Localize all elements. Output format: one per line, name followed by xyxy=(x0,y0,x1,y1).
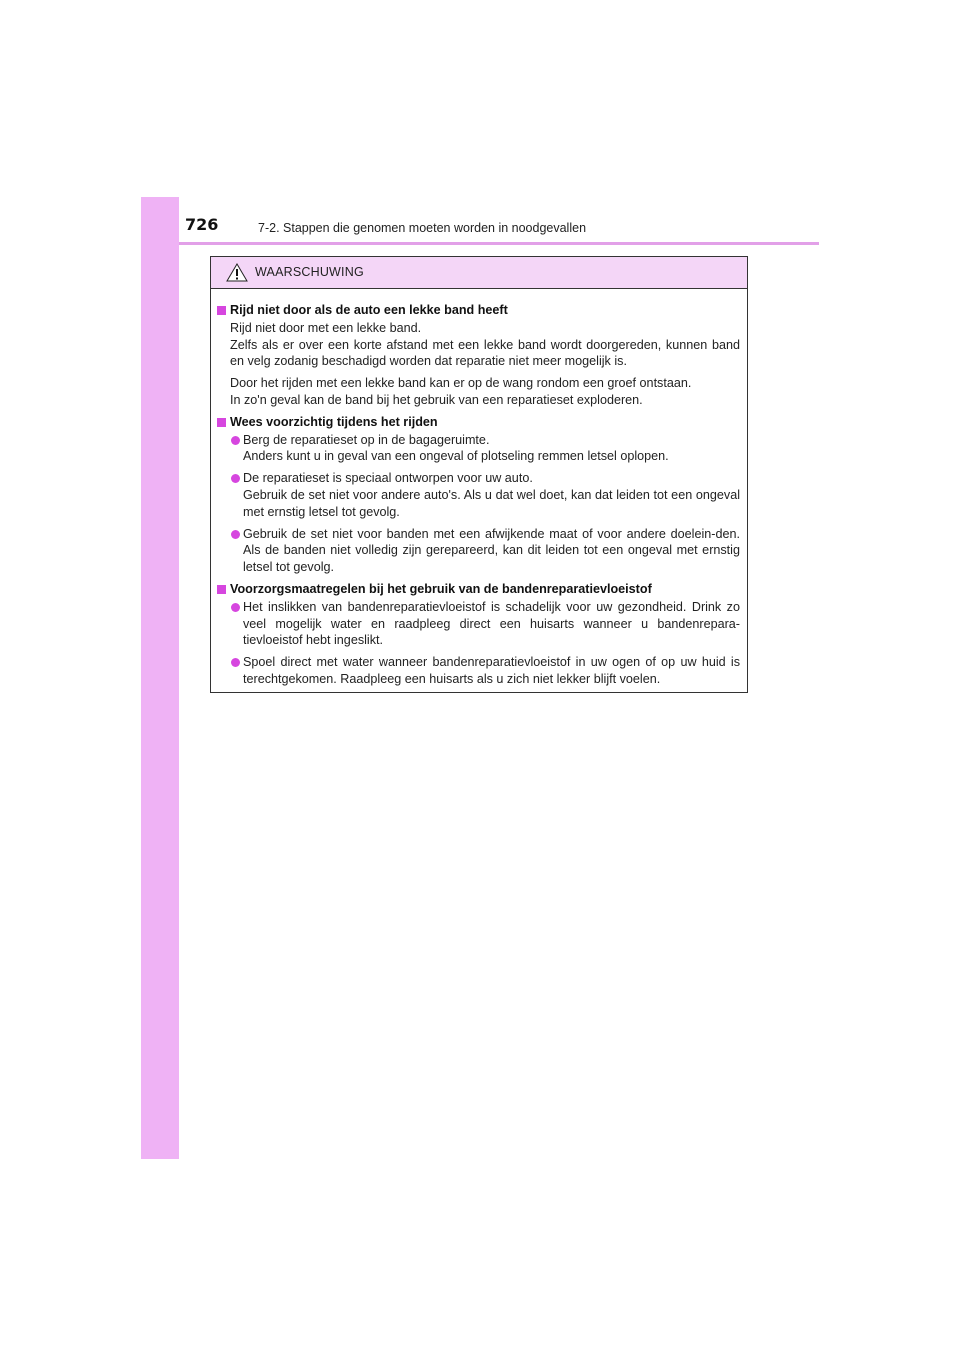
list-item: De reparatieset is speciaal ontworpen voor uw auto. Gebruik de set niet voor andere auto's. Als u dat wel doet, kan dat leiden tot een ongeval met ernstig letsel tot gevolg. xyxy=(217,470,740,520)
round-bullet-icon xyxy=(231,436,240,445)
page-number: 726 xyxy=(185,215,219,234)
list-item: Berg de reparatieset op in de bagageruimte. Anders kunt u in geval van een ongeval of plotseling remmen letsel oplopen. xyxy=(217,432,740,466)
warning-box xyxy=(210,256,748,693)
section-title: 7-2. Stappen die genomen moeten worden in noodgevallen xyxy=(258,221,587,235)
list-item: Het inslikken van bandenreparatievloeistof is schadelijk voor uw gezondheid. Drink zo veel mogelijk water en raadpleeg direct een huisarts wanneer u bandenrepara-tievloeistof hebt ingeslikt. xyxy=(217,599,740,649)
list-item: Gebruik de set niet voor banden met een afwijkende maat of voor andere doelein-den. Als de banden niet volledig zijn gerepareerd, kan dit leiden tot een ongeval met ernstig letsel tot gevolg. xyxy=(217,526,740,576)
round-bullet-icon xyxy=(231,658,240,667)
warning-triangle-icon xyxy=(226,263,248,282)
chapter-sidebar-tab xyxy=(141,197,179,1159)
paragraph: Rijd niet door met een lekke band. Zelfs als er over een korte afstand met een lekke band wordt doorgereden, kunnen band en velg zodanig beschadigd worden dat reparatie niet meer mogelijk is. xyxy=(230,320,740,369)
header-rule xyxy=(179,242,819,245)
round-bullet-icon xyxy=(231,530,240,539)
list-item: Spoel direct met water wanneer bandenreparatievloeistof in uw ogen of op uw huid is terechtgekomen. Raadpleeg een huisarts als u zich niet lekker blijft voelen. xyxy=(217,654,740,688)
section-heading: Voorzorgsmaatregelen bij het gebruik van de bandenreparatievloeistof xyxy=(217,581,740,598)
paragraph: Door het rijden met een lekke band kan er op de wang rondom een groef ontstaan. In zo'n geval kan de band bij het gebruik van een reparatieset exploderen. xyxy=(230,376,692,407)
section-heading: Wees voorzichtig tijdens het rijden xyxy=(217,414,740,431)
section-heading: Rijd niet door als de auto een lekke band heeft xyxy=(217,302,740,319)
square-bullet-icon xyxy=(217,585,226,594)
square-bullet-icon xyxy=(217,306,226,315)
warning-label: WAARSCHUWING xyxy=(255,265,364,279)
round-bullet-icon xyxy=(231,603,240,612)
round-bullet-icon xyxy=(231,474,240,483)
warning-body xyxy=(211,289,747,688)
square-bullet-icon xyxy=(217,418,226,427)
warning-header xyxy=(211,257,747,289)
